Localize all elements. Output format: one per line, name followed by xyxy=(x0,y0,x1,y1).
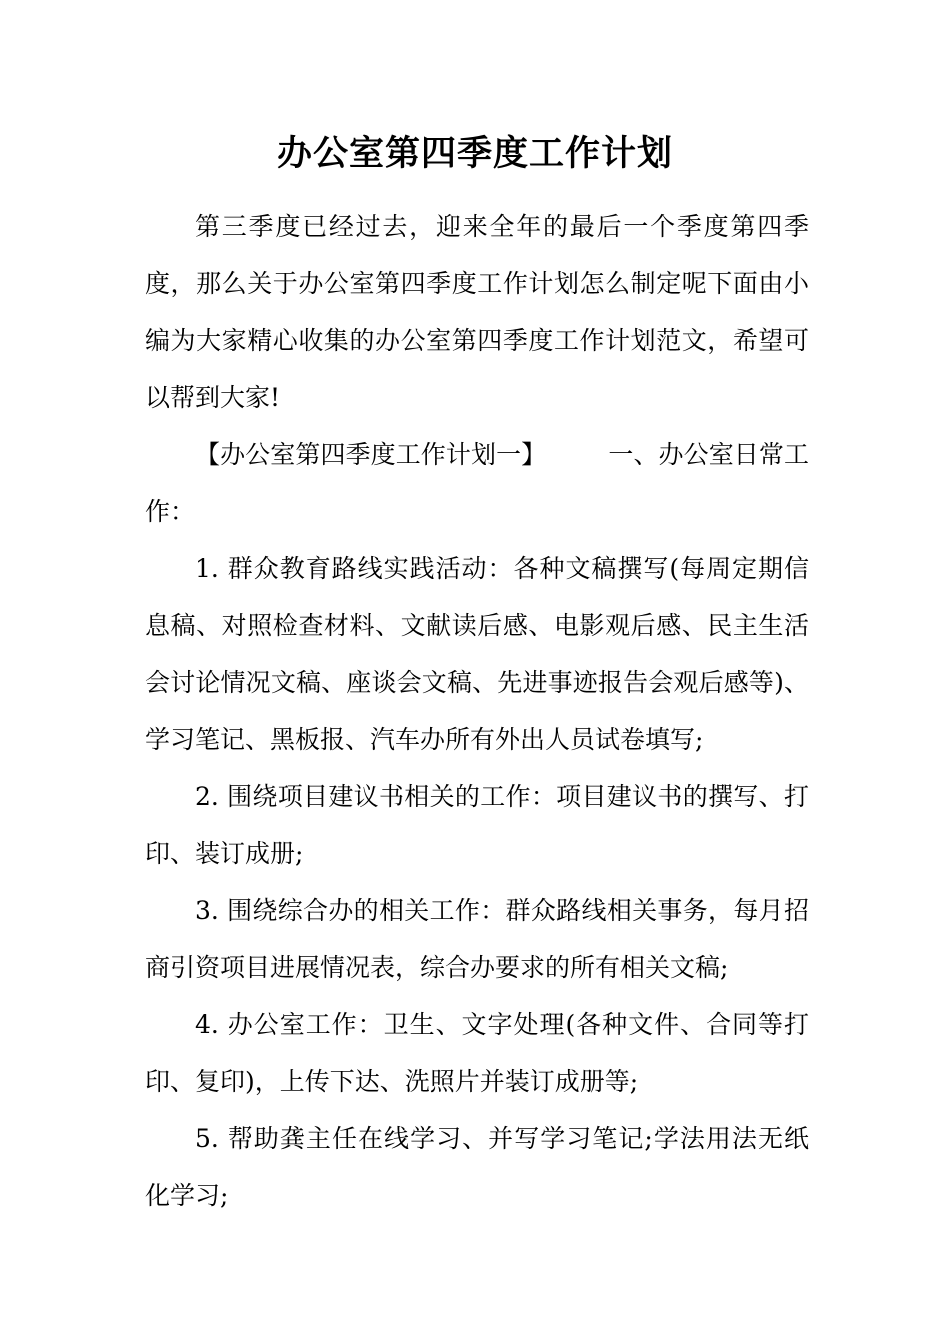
list-item: 5. 帮助龚主任在线学习、并写学习笔记;学法用法无纸化学习; xyxy=(145,1124,809,1210)
list-item: 3. 围绕综合办的相关工作：群众路线相关事务，每月招商引资项目进展情况表，综合办要求的所有相关文稿; xyxy=(145,896,809,982)
document-title: 办公室第四季度工作计划 xyxy=(276,133,673,174)
list-item: 4. 办公室工作：卫生、文字处理(各种文件、合同等打印、复印)，上传下达、洗照片并装订成册等; xyxy=(145,1010,809,1096)
list-item: 1. 群众教育路线实践活动：各种文稿撰写(每周定期信息稿、对照检查材料、文献读后感、电影观后感、民主生活会讨论情况文稿、座谈会文稿、先进事迹报告会观后感等)、学习笔记、黑板报、汽车办所有外出人员试卷填写; xyxy=(145,554,809,754)
list-item: 2. 围绕项目建议书相关的工作：项目建议书的撰写、打印、装订成册; xyxy=(145,782,809,868)
subsection-heading: 一、办公室日常工作： xyxy=(145,440,809,526)
section-heading-paragraph xyxy=(145,426,809,540)
intro-paragraph: 第三季度已经过去，迎来全年的最后一个季度第四季度，那么关于办公室第四季度工作计划怎么制定呢下面由小编为大家精心收集的办公室第四季度工作计划范文，希望可以帮到大家! xyxy=(145,212,809,412)
section-heading: 【办公室第四季度工作计划一】 xyxy=(195,440,547,469)
